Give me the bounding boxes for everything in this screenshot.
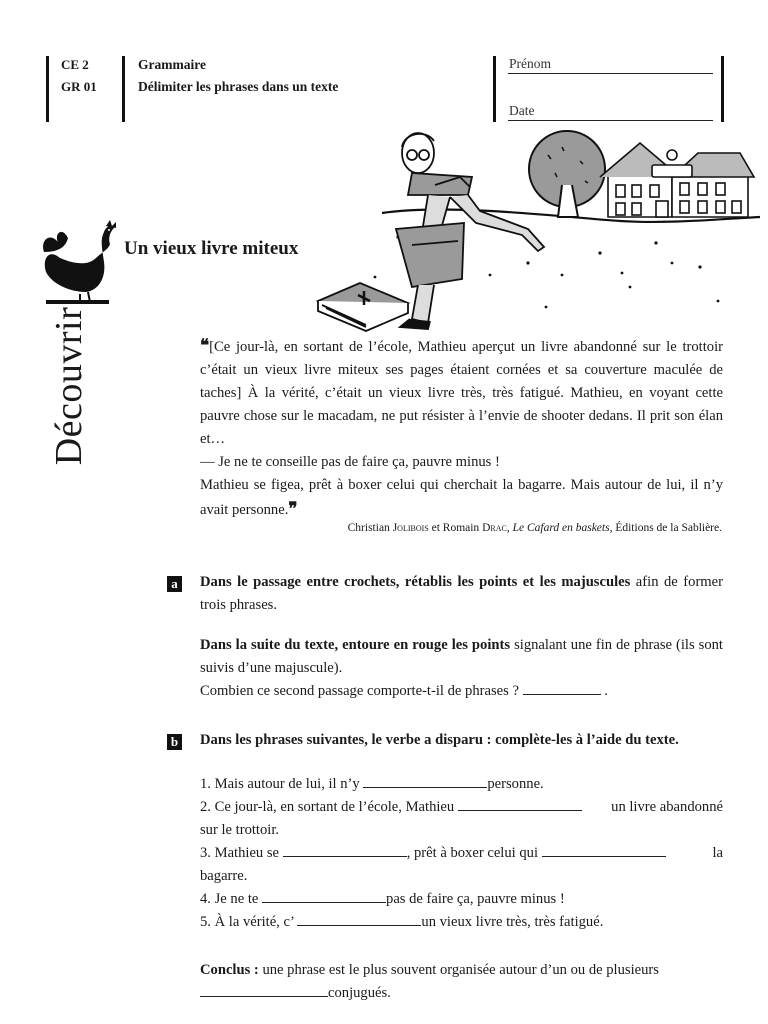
sentence-2-cont: sur le trottoir. [200, 822, 280, 838]
passage-dialogue: — Je ne te conseille pas de faire ça, pauvre minus ! [200, 454, 500, 470]
question-b-sentences [200, 773, 723, 934]
sentence-2: 2. Ce jour-là, en sortant de l’école, Mathieu un livre abandonné [200, 796, 723, 819]
conclusion: Conclus : une phrase est le plus souvent organisée autour d’un ou de plusieurs conjugués. [200, 962, 659, 1001]
verb-blank-3[interactable] [283, 842, 407, 857]
sentence-3-cont: bagarre. [200, 868, 248, 884]
code-label: GR 01 [61, 79, 97, 94]
date-field[interactable] [508, 120, 713, 121]
conclusion-blank[interactable] [200, 982, 328, 997]
question-a-instruction: Dans le passage entre crochets, rétablis les points et les majuscules afin de former trois phrases. [200, 574, 723, 613]
sentence-4: 4. Je ne te pas de faire ça, pauvre minus ! [200, 888, 723, 911]
passage-credit: Christian Jolibois et Romain Drac, Le Cafard en baskets, Éditions de la Sablière. [347, 522, 722, 534]
verb-blank-4[interactable] [262, 888, 386, 903]
reading-passage [200, 334, 723, 522]
verb-blank-1[interactable] [363, 773, 487, 788]
fields-left-bar [493, 56, 496, 122]
open-quote-icon: ❝ [200, 336, 210, 355]
firstname-field[interactable] [508, 73, 713, 74]
verb-blank-3b[interactable] [542, 842, 666, 857]
question-a-label: a [167, 576, 182, 592]
question-b-label: b [167, 734, 182, 750]
section-divider [46, 300, 109, 304]
question-b-instruction: Dans les phrases suivantes, le verbe a disparu : complète-les à l’aide du texte. [200, 732, 679, 748]
fields-right-bar [721, 56, 724, 122]
sentence-5: 5. À la vérité, c’ un vieux livre très, très fatigué. [200, 911, 723, 934]
book-icon [318, 283, 408, 331]
header-left-bar [46, 56, 49, 122]
rooster-icon [40, 218, 118, 306]
header-mid-bar [122, 56, 125, 122]
school-building-icon [600, 143, 754, 217]
date-label: Date [509, 103, 535, 118]
subject-label: Grammaire [138, 57, 206, 72]
page-title: Délimiter les phrases dans un texte [138, 79, 339, 94]
firstname-label: Prénom [509, 56, 551, 71]
question-a-part2: Dans la suite du texte, entoure en rouge les points signalant une fin de phrase (ils sont suivis d’une majuscule). Combien ce second passage comporte-t-il de phrases ? . [200, 637, 723, 699]
boy-and-school-illustration [300, 125, 760, 340]
section-heading: Un vieux livre miteux [124, 238, 299, 259]
close-quote-icon: ❞ [288, 499, 298, 518]
sentence-1: 1. Mais autour de lui, il n’y personne. [200, 773, 723, 796]
section-label: Découvrir [48, 306, 90, 466]
sentence-3: 3. Mathieu se , prêt à boxer celui qui la [200, 842, 723, 865]
passage-ending: Mathieu se figea, prêt à boxer celui qui cherchait la bagarre. Mais autour de lui, il n’y avait personne. [200, 477, 723, 518]
boy-icon [396, 133, 544, 329]
passage-text: [Ce jour-là, en sortant de l’école, Mathieu aperçut un livre abandonné sur le trottoir c’était un vieux livre miteux ses pages étaient cornées et sa couverture maculée de taches] À la vérité, c’était un vieux livre très, très fatigué. Mathieu, en voyant cette pauvre chose sur le macadam, ne put résister à l’envie de shooter dedans. Il prit son élan et… [200, 339, 723, 447]
verb-blank-5[interactable] [297, 911, 421, 926]
verb-blank-2[interactable] [458, 796, 582, 811]
level-label: CE 2 [61, 57, 89, 72]
tree-icon [529, 131, 605, 217]
sentence-count-blank[interactable] [523, 680, 601, 695]
